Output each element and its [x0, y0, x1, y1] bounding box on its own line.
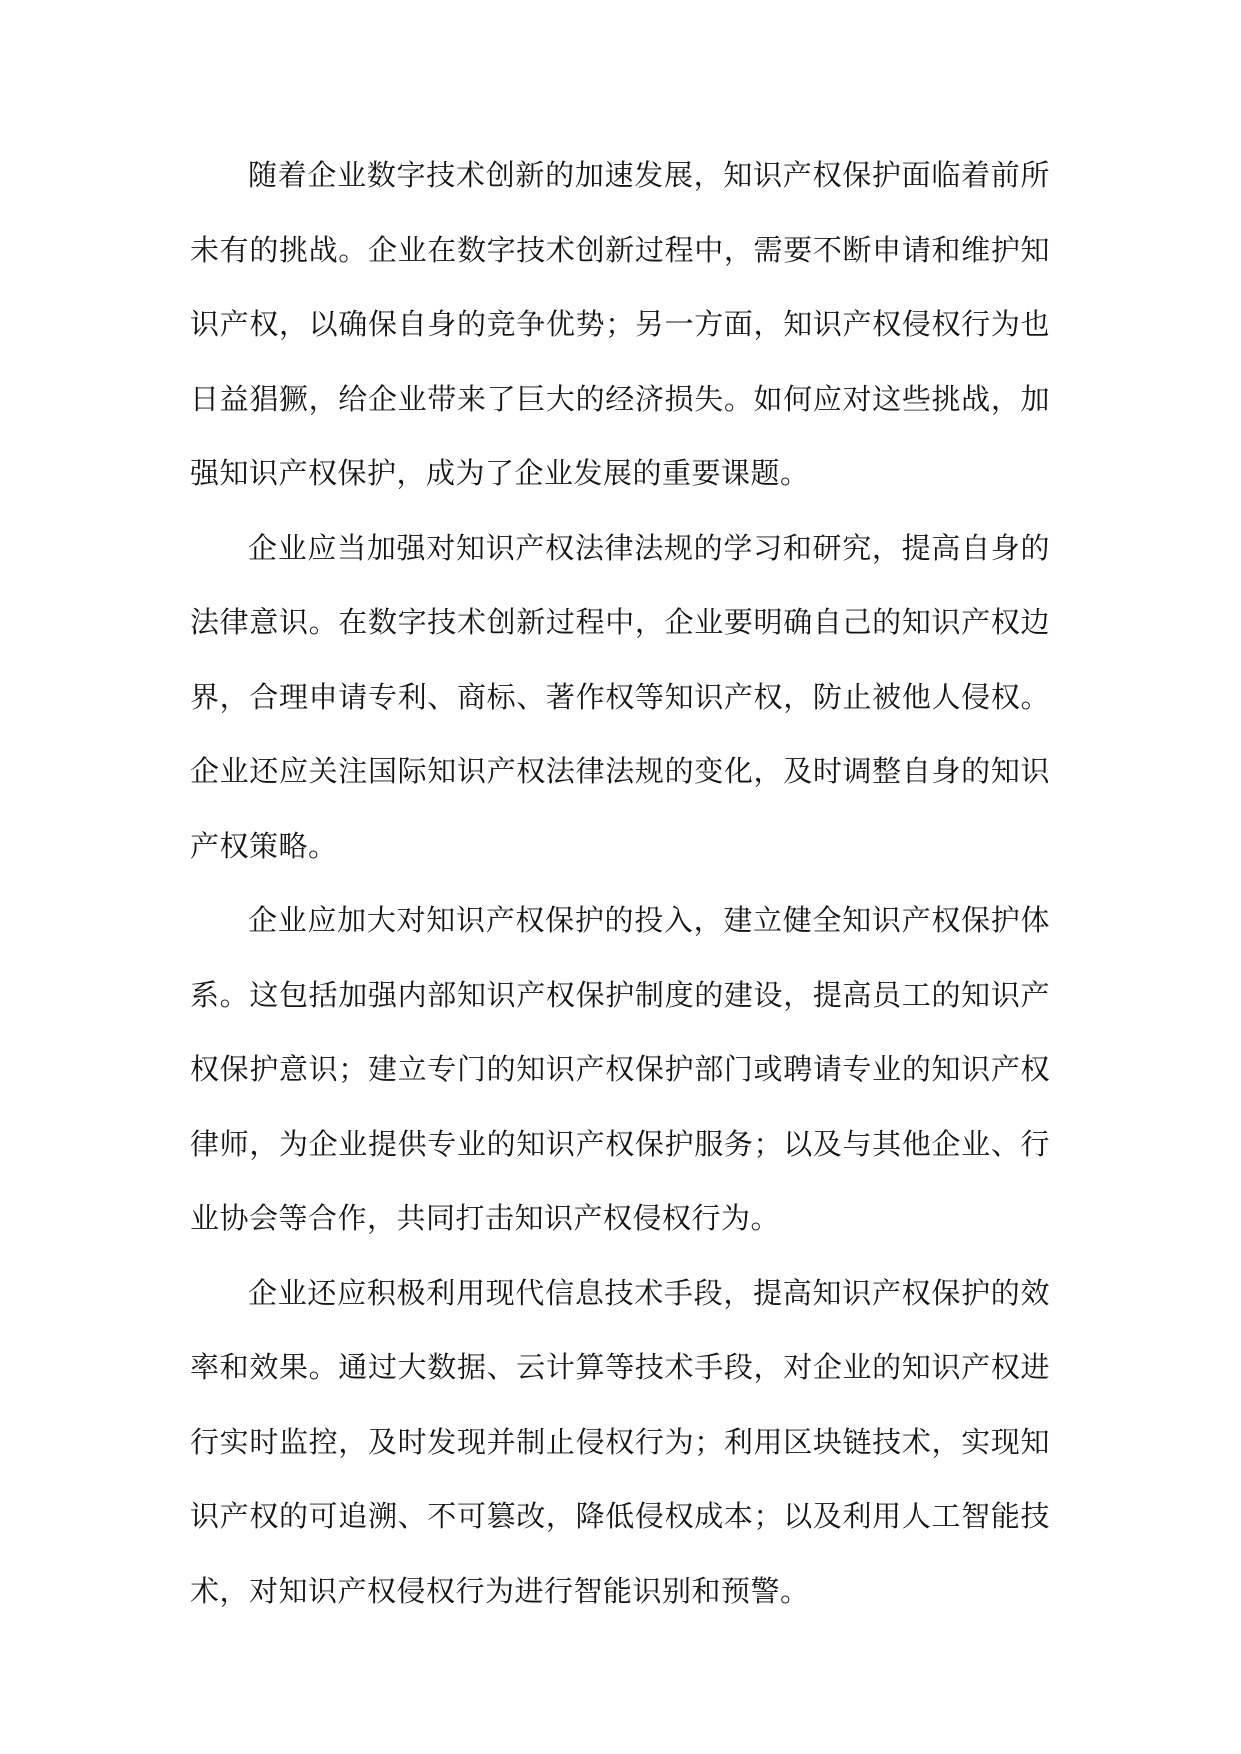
paragraph-4: 企业还应积极利用现代信息技术手段，提高知识产权保护的效率和效果。通过大数据、云计算等技术手段，对企业的知识产权进行实时监控，及时发现并制止侵权行为；利用区块链技术，实现知识产权的可追溯、不可篡改，降低侵权成本；以及利用人工智能技术，对知识产权侵权行为进行智能识别和预警。 [190, 1275, 1050, 1608]
document-body [190, 138, 1050, 1628]
paragraph-3: 企业应加大对知识产权保护的投入，建立健全知识产权保护体系。这包括加强内部知识产权保护制度的建设，提高员工的知识产权保护意识；建立专门的知识产权保护部门或聘请专业的知识产权律师，为企业提供专业的知识产权保护服务；以及与其他企业、行业协会等合作，共同打击知识产权侵权行为。 [190, 903, 1050, 1235]
paragraph-2: 企业应当加强对知识产权法律法规的学习和研究，提高自身的法律意识。在数字技术创新过程中，企业要明确自己的知识产权边界，合理申请专利、商标、著作权等知识产权，防止被他人侵权。企业还应关注国际知识产权法律法规的变化，及时调整自身的知识产权策略。 [190, 530, 1050, 863]
paragraph-1: 随着企业数字技术创新的加速发展，知识产权保护面临着前所未有的挑战。企业在数字技术创新过程中，需要不断申请和维护知识产权，以确保自身的竞争优势；另一方面，知识产权侵权行为也日益猖獗，给企业带来了巨大的经济损失。如何应对这些挑战，加强知识产权保护，成为了企业发展的重要课题。 [190, 158, 1050, 490]
